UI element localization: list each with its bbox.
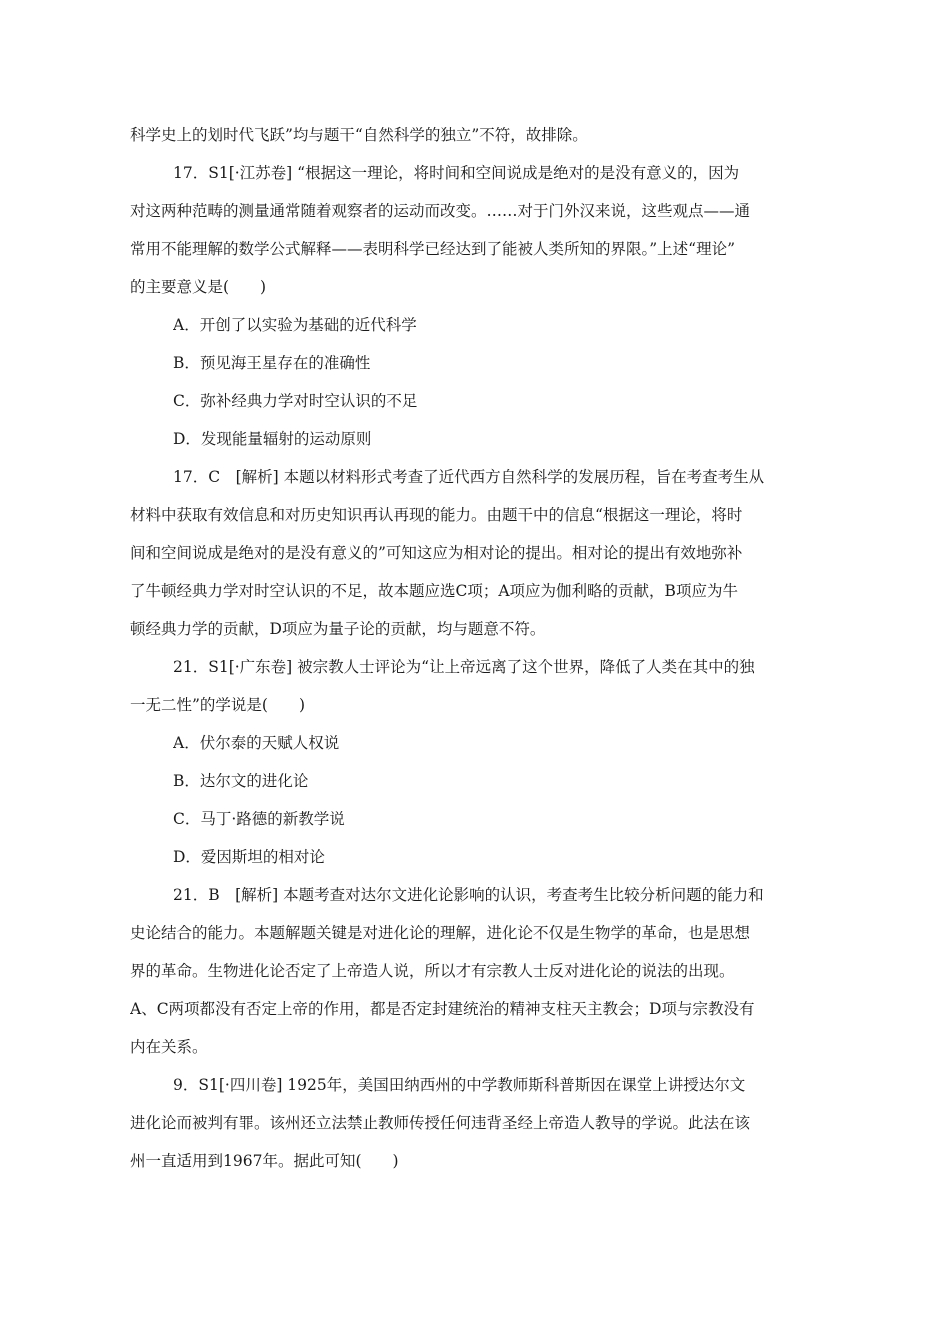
- answer-21-line-2: 史论结合的能力。本题解题关键是对进化论的理解，进化论不仅是生物学的革命，也是思想: [130, 924, 751, 942]
- question-17-stem-line-3: 常用不能理解的数学公式解释——表明科学已经达到了能被人类所知的界限。”上述“理论”: [130, 240, 736, 258]
- question-21-option-b: B．达尔文的进化论: [173, 772, 309, 790]
- answer-21-line-5: 内在关系。: [130, 1038, 208, 1056]
- question-17-option-d: D．发现能量辐射的运动原则: [173, 430, 372, 448]
- answer-17-line-4: 了牛顿经典力学对时空认识的不足，故本题应选C项；A项应为伽利略的贡献，B项应为牛: [130, 582, 738, 600]
- question-9-stem-line-2: 进化论而被判有罪。该州还立法禁止教师传授任何违背圣经上帝造人教导的学说。此法在该: [130, 1114, 751, 1132]
- question-9-stem-line-1: 9．S1[·四川卷] 1925年，美国田纳西州的中学教师斯科普斯因在课堂上讲授达尔文: [173, 1076, 746, 1094]
- answer-21-line-3: 界的革命。生物进化论否定了上帝造人说，所以才有宗教人士反对进化论的说法的出现。: [130, 962, 735, 980]
- question-21-option-a: A．伏尔泰的天赋人权说: [173, 734, 340, 752]
- question-17-stem-line-1: 17．S1[·江苏卷] “根据这一理论，将时间和空间说成是绝对的是没有意义的，因为: [173, 164, 740, 182]
- question-21-stem-line-1: 21．S1[·广东卷] 被宗教人士评论为“让上帝远离了这个世界，降低了人类在其中的独: [173, 658, 755, 676]
- answer-17-line-3: 间和空间说成是绝对的是没有意义的”可知这应为相对论的提出。相对论的提出有效地弥补: [130, 544, 743, 562]
- answer-21-line-4: A、C两项都没有否定上帝的作用，都是否定封建统治的精神支柱天主教会；D项与宗教没有: [130, 1000, 755, 1018]
- answer-17-line-2: 材料中获取有效信息和对历史知识再认再现的能力。由题干中的信息“根据这一理论，将时: [130, 506, 743, 524]
- answer-17-line-1: 17．C [解析] 本题以材料形式考查了近代西方自然科学的发展历程，旨在考查考生从: [173, 468, 765, 486]
- text-line-continuation: 科学史上的划时代飞跃”均与题干“自然科学的独立”不符，故排除。: [130, 126, 588, 144]
- question-21-stem-line-2: 一无二性”的学说是( ): [130, 696, 306, 714]
- question-21-option-d: D．爱因斯坦的相对论: [173, 848, 325, 866]
- question-21-option-c: C．马丁·路德的新教学说: [173, 810, 345, 828]
- question-17-option-a: A．开创了以实验为基础的近代科学: [173, 316, 417, 334]
- question-17-stem-line-4: 的主要意义是( ): [130, 278, 267, 296]
- answer-21-line-1: 21．B [解析] 本题考查对达尔文进化论影响的认识，考查考生比较分析问题的能力和: [173, 886, 764, 904]
- question-17-option-c: C．弥补经典力学对时空认识的不足: [173, 392, 418, 410]
- question-17-stem-line-2: 对这两种范畴的测量通常随着观察者的运动而改变。……对于门外汉来说，这些观点——通: [130, 202, 751, 220]
- answer-17-line-5: 顿经典力学的贡献，D项应为量子论的贡献，均与题意不符。: [130, 620, 546, 638]
- question-17-option-b: B．预见海王星存在的准确性: [173, 354, 371, 372]
- question-9-stem-line-3: 州一直适用到1967年。据此可知( ): [130, 1152, 399, 1170]
